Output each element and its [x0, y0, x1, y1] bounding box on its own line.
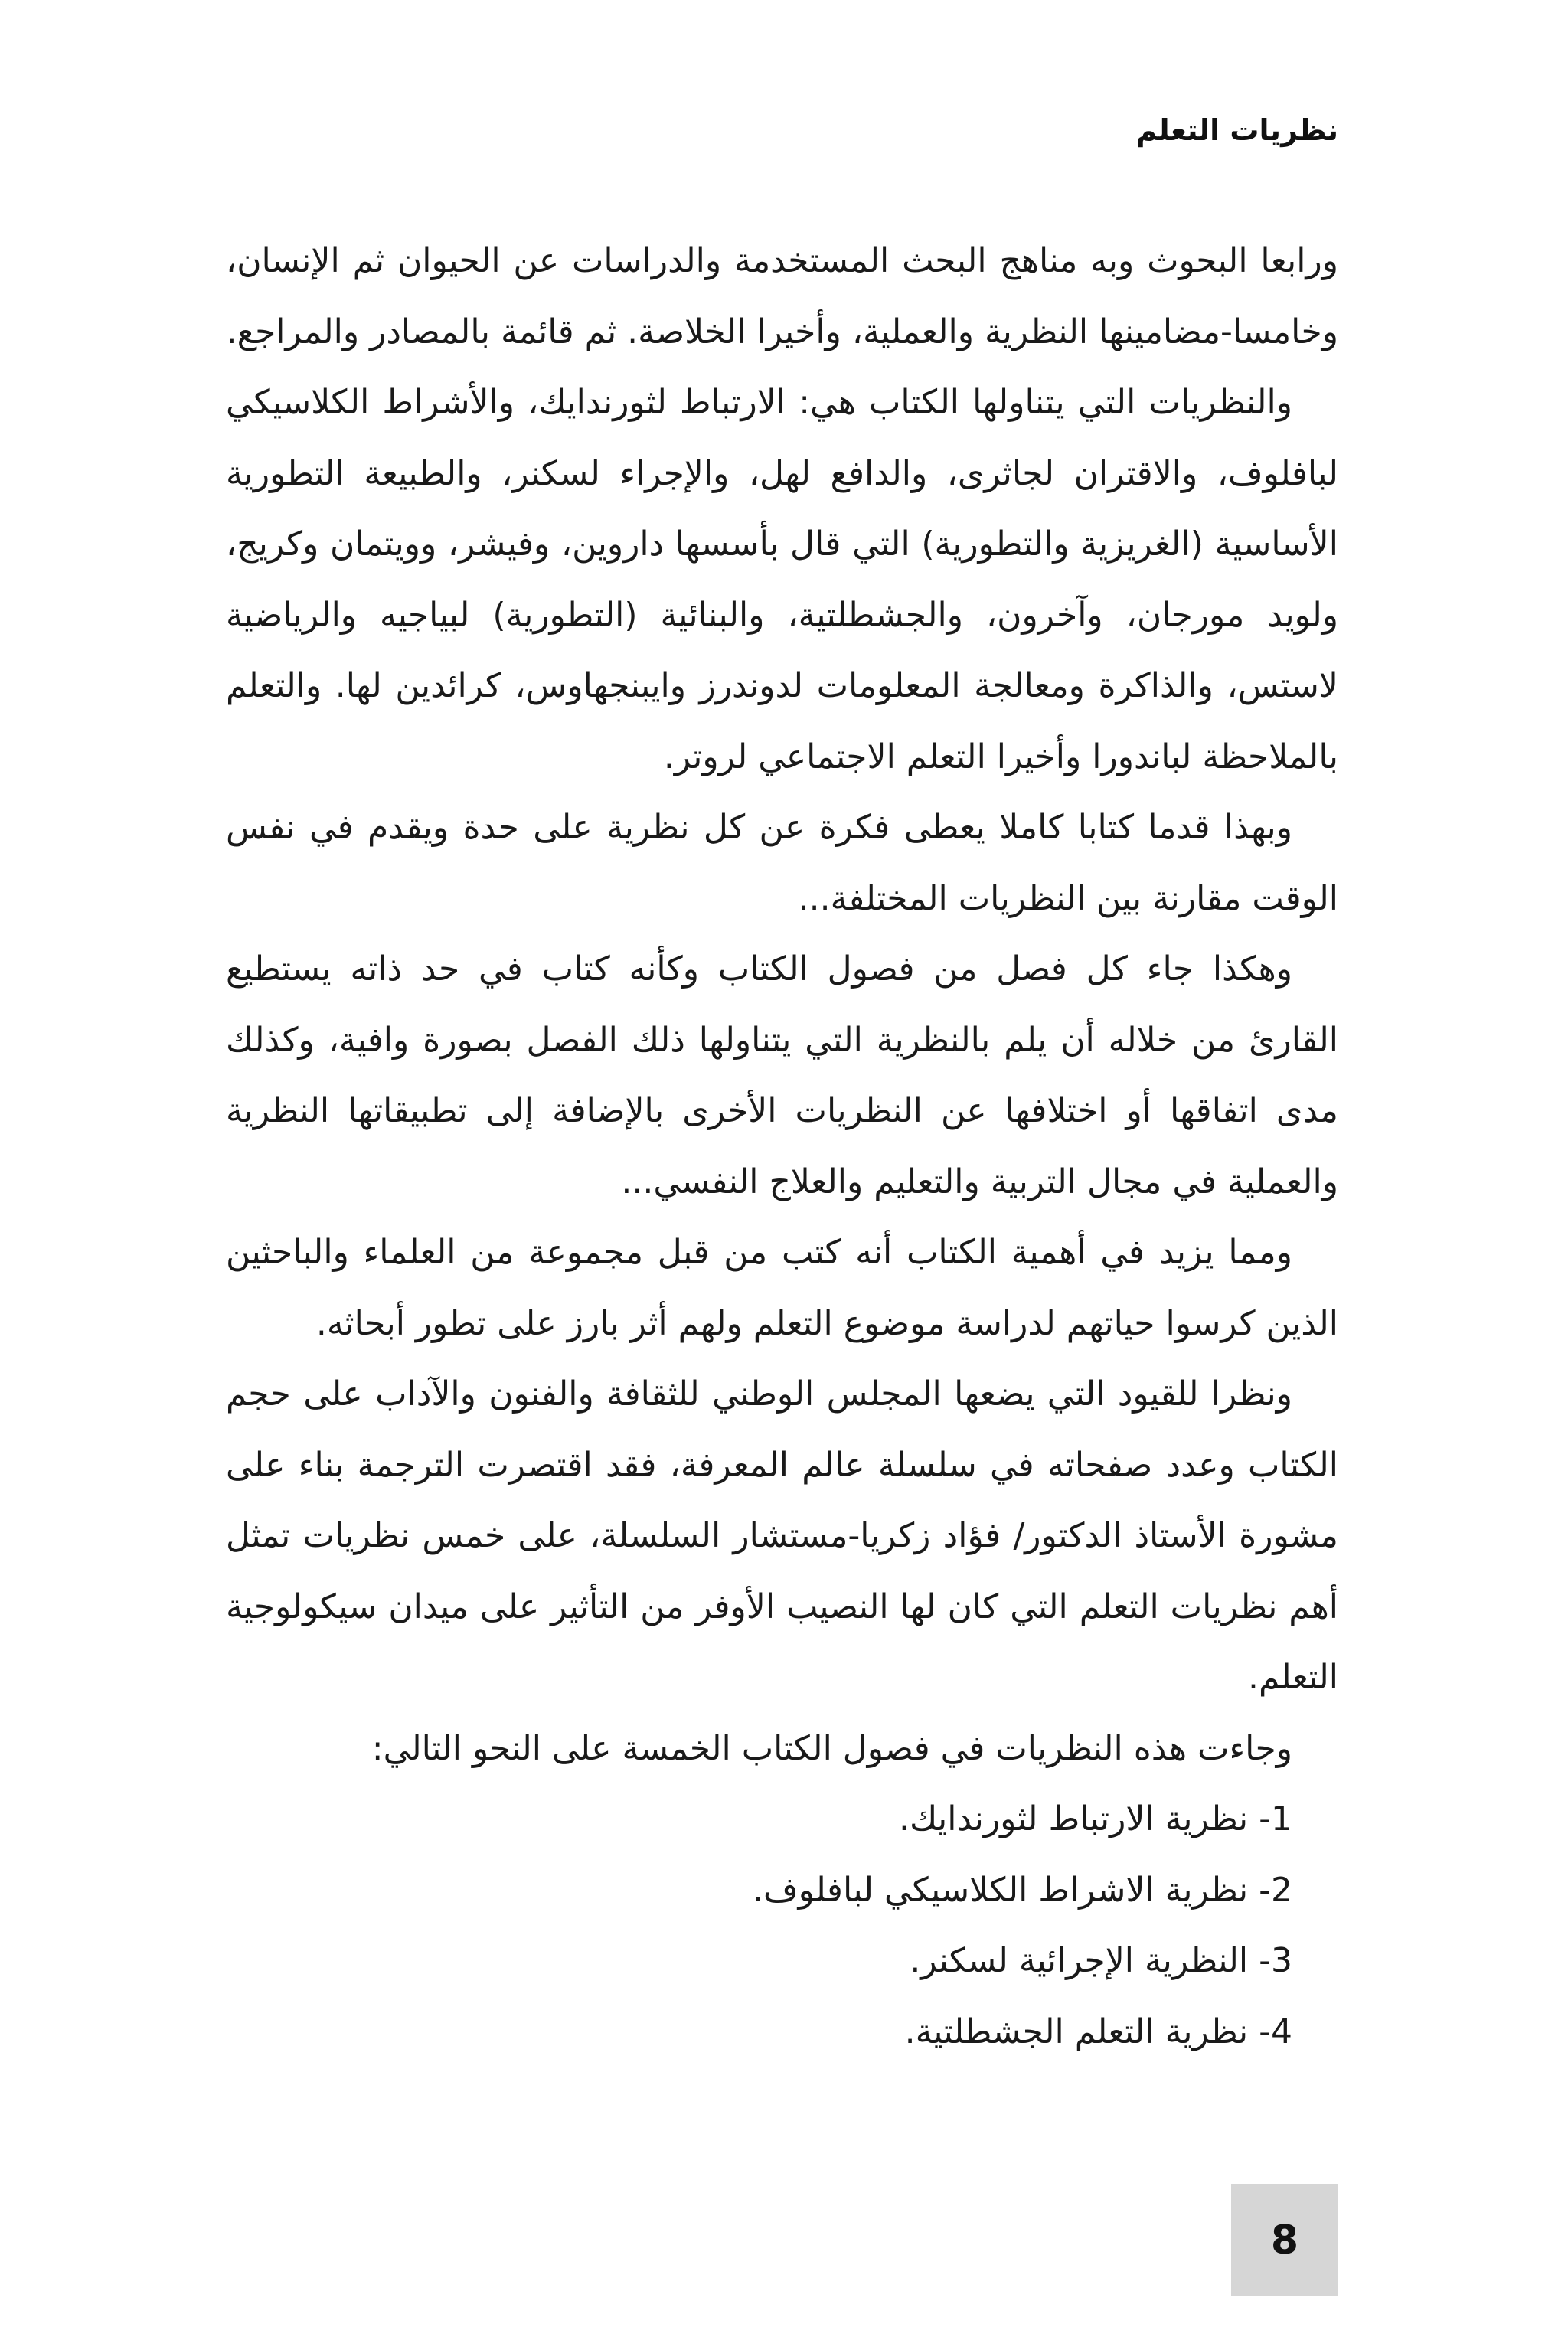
list-item: 3- النظرية الإجرائية لسكنر.	[910, 1941, 1292, 1980]
list-item: 2- نظرية الاشراط الكلاسيكي لبافلوف.	[753, 1870, 1292, 1910]
paragraph: وجاءت هذه النظريات في فصول الكتاب الخمسة على النحو التالي:	[371, 1728, 1292, 1768]
paragraph: ونظرا للقيود التي يضعها المجلس الوطني للثقافة والفنون والآداب على حجم الكتاب وعدد صفحاته في سلسلة عالم المعرفة، فقد اقتصرت الترجمة بناء على مشورة الأستاذ الدكتور/ فؤاد زكريا-مستشار السلسلة، على خمس نظريات تمثل أهم نظريات التعلم التي كان لها النصيب الأوفر من التأثير على ميدان سيكولوجية التعلم.	[226, 1374, 1338, 1697]
paragraph: والنظريات التي يتناولها الكتاب هي: الارتباط لثورندايك، والأشراط الكلاسيكي لبافلوف، والاقتران لجاثرى، والدافع لهل، والإجراء لسكنر، والطبيعة التطورية الأساسية (الغريزية والتطورية) التي قال بأسسها داروين، وفيشر، وويتمان وكريج، ولويد مورجان، وآخرون، والجشطلتية، والبنائية (التطورية) لبياجيه والرياضية لاستس، والذاكرة ومعالجة المعلومات لدوندرز وايبنجهاوس، كرائدين لها. والتعلم بالملاحظة لباندورا وأخيرا التعلم الاجتماعي لروتر.	[226, 383, 1338, 776]
list-item: 4- نظرية التعلم الجشطلتية.	[904, 2012, 1292, 2051]
page-number: 8	[1270, 2217, 1299, 2263]
paragraph: وبهذا قدما كتابا كاملا يعطى فكرة عن كل نظرية على حدة ويقدم في نفس الوقت مقارنة بين النظريات المختلفة...	[226, 808, 1338, 918]
paragraph: ومما يزيد في أهمية الكتاب أنه كتب من قبل مجموعة من العلماء والباحثين الذين كرسوا حياتهم لدراسة موضوع التعلم ولهم أثر بارز على تطور أبحاثه.	[226, 1233, 1338, 1343]
theories-list	[226, 1784, 1338, 2067]
page-number-box	[1231, 2184, 1338, 2296]
running-header: نظريات التعلم	[1135, 113, 1338, 147]
paragraph: ورابعا البحوث وبه مناهج البحث المستخدمة والدراسات عن الحيوان ثم الإنسان، وخامسا-مضامينها النظرية والعملية، وأخيرا الخلاصة. ثم قائمة بالمصادر والمراجع.	[226, 241, 1338, 351]
body-text	[226, 226, 1338, 2067]
list-item: 1- نظرية الارتباط لثورندايك.	[898, 1799, 1292, 1838]
paragraph: وهكذا جاء كل فصل من فصول الكتاب وكأنه كتاب في حد ذاته يستطيع القارئ من خلاله أن يلم بالنظرية التي يتناولها ذلك الفصل بصورة وافية، وكذلك مدى اتفاقها أو اختلافها عن النظريات الأخرى بالإضافة إلى تطبيقاتها النظرية والعملية في مجال التربية والتعليم والعلاج النفسي...	[226, 949, 1338, 1201]
